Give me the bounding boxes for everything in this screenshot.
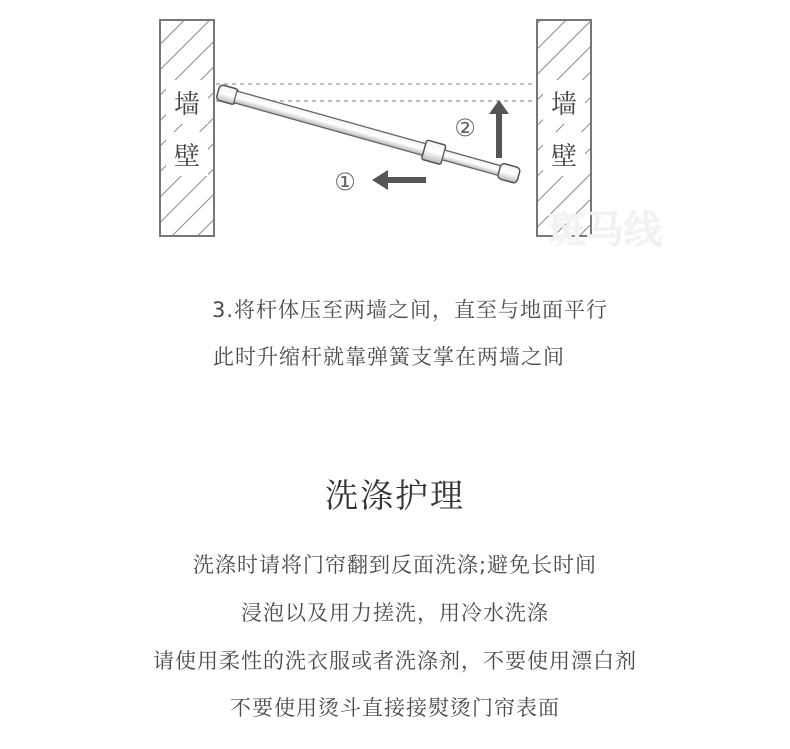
care-line-1: 洗涤时请将门帘翻到反面洗涤;避免长时间 (192, 553, 598, 577)
care-line-4: 不要使用烫斗直接接熨烫门帘表面 (230, 696, 560, 720)
step1-marker: ① (334, 168, 356, 196)
right-wall-label-2: 壁 (550, 142, 578, 172)
left-wall-label-1: 墙 (173, 90, 201, 120)
left-arrow-icon (372, 170, 426, 190)
left-wall-label-2: 壁 (173, 142, 201, 172)
right-wall (537, 20, 591, 236)
step2-marker: ② (454, 114, 476, 142)
care-line-2: 浸泡以及用力搓洗，用冷水洗涤 (241, 601, 549, 625)
instruction-line-2: 此时升缩杆就靠弹簧支掌在两墙之间 (213, 345, 565, 369)
left-wall (160, 20, 214, 236)
up-arrow-icon (489, 100, 509, 158)
care-title: 洗涤护理 (325, 476, 465, 515)
instruction-line-1: 3.将杆体压至两墙之间，直至与地面平行 (211, 298, 609, 322)
right-wall-label-1: 墙 (550, 90, 578, 120)
installation-diagram (0, 0, 790, 260)
watermark: 斑马线 (547, 208, 663, 252)
care-line-3: 请使用柔性的洗衣服或者洗涤剂，不要使用漂白剂 (153, 649, 637, 673)
